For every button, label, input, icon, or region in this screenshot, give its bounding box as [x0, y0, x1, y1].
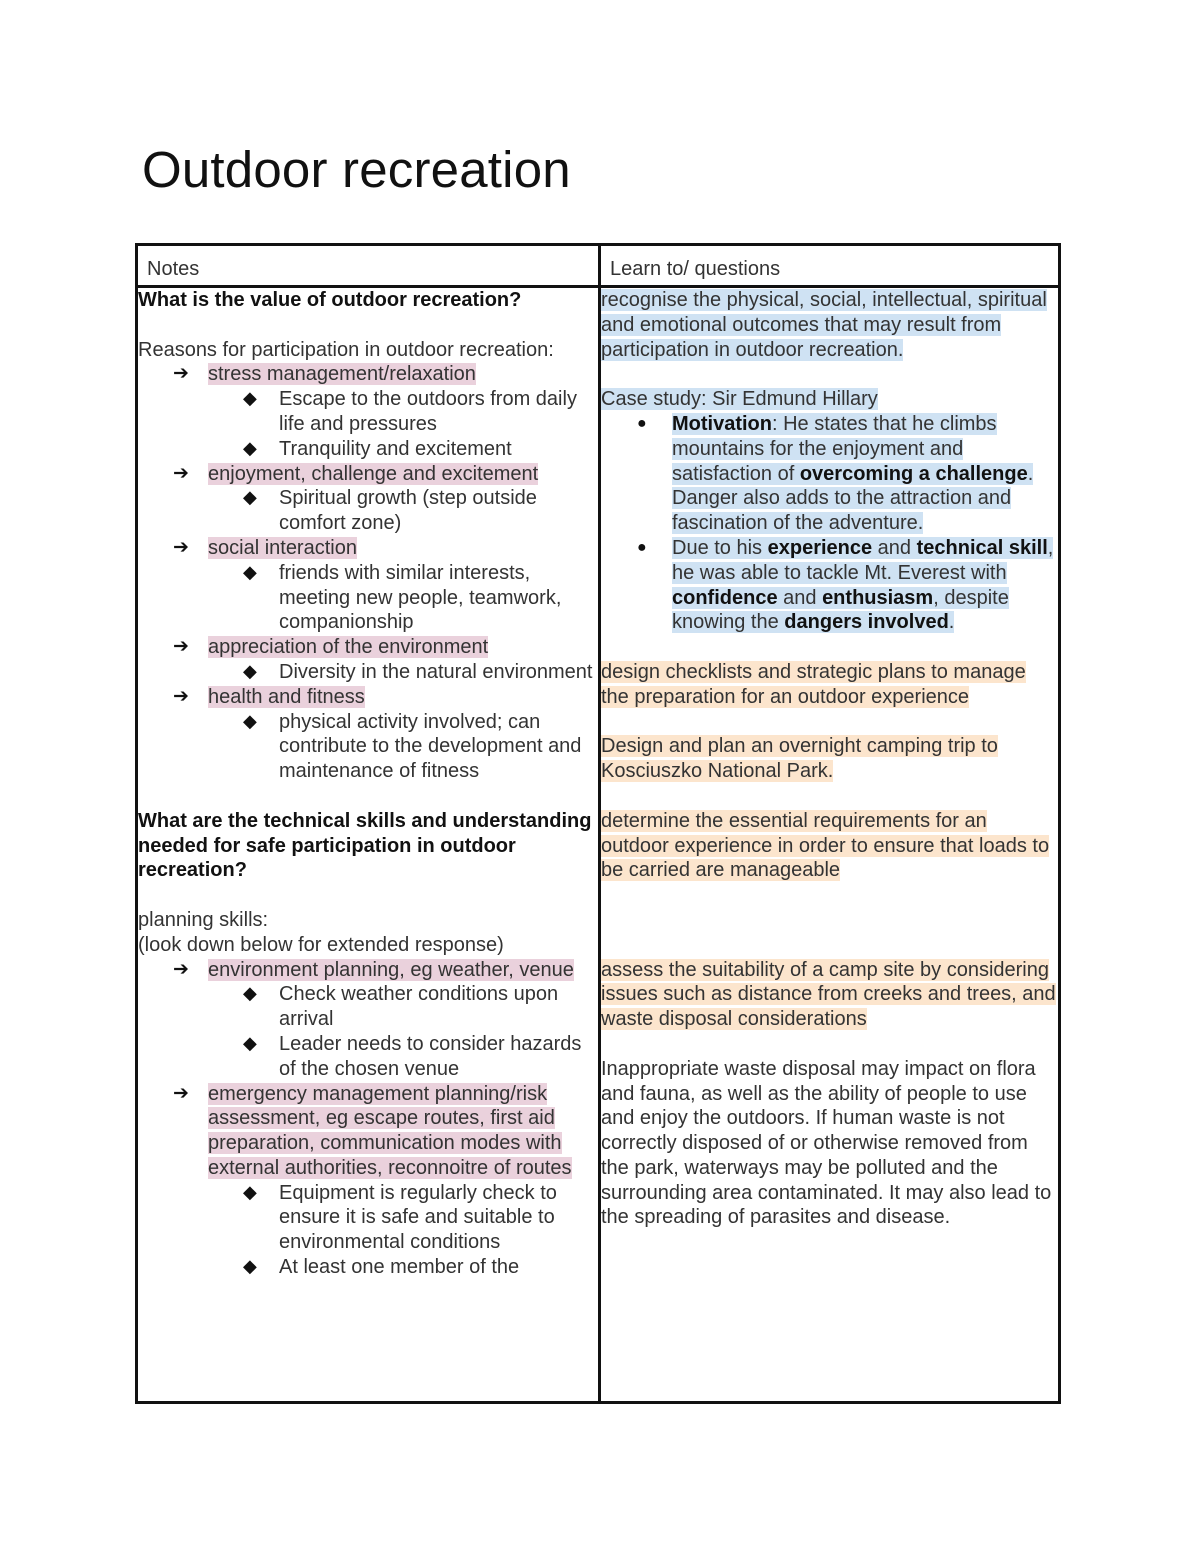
- list-item: [243, 982, 598, 1032]
- right-arrow-icon: ➔: [173, 536, 189, 558]
- bold-text: dangers involved: [784, 611, 949, 634]
- sub-item: Spiritual growth (step outside comfort zone): [279, 487, 537, 535]
- diamond-icon: ◆: [243, 660, 257, 681]
- list-item: [243, 1032, 598, 1082]
- sub-item: physical activity involved; can contribute to the development and maintenance of fitness: [279, 710, 582, 783]
- text-run: Due to his: [672, 536, 768, 559]
- bold-text: technical skill: [916, 536, 1048, 559]
- list-item: [243, 437, 598, 462]
- bold-text: Motivation: [672, 412, 772, 435]
- list-item: [173, 958, 598, 1082]
- sub-item: Check weather conditions upon arrival: [279, 983, 559, 1031]
- notes-column-header: Notes: [137, 245, 600, 287]
- right-arrow-icon: ➔: [173, 958, 189, 980]
- learn-to-column-header: Learn to/ questions: [600, 245, 1060, 287]
- bullet-dot-icon: ●: [637, 538, 647, 556]
- reason-label: stress management/relaxation: [208, 363, 476, 386]
- reason-label: enjoyment, challenge and excitement: [208, 462, 539, 485]
- list-item: [173, 462, 598, 536]
- requirements-text: determine the essential requirements for an outdoor experience in order to ensure that loads to be carried are manageable: [601, 809, 1050, 882]
- diamond-icon: ◆: [243, 1032, 257, 1053]
- right-arrow-icon: ➔: [173, 1082, 189, 1104]
- list-item: [243, 561, 598, 635]
- diamond-icon: ◆: [243, 710, 257, 731]
- sub-item: friends with similar interests, meeting new people, teamwork, companionship: [279, 561, 562, 634]
- right-arrow-icon: ➔: [173, 685, 189, 707]
- list-item: [173, 635, 598, 685]
- bullet-dot-icon: ●: [637, 414, 647, 432]
- sub-item: Diversity in the natural environment: [279, 660, 593, 683]
- list-item: [173, 362, 598, 461]
- planning-note: (look down below for extended response): [138, 933, 504, 956]
- text-run: , he was able to tackle Mt. Everest with: [672, 536, 1054, 584]
- waste-disposal-text: Inappropriate waste disposal may impact on flora and fauna, as well as the ability of people to use and enjoy the outdoors. If human waste is not correctly disposed of or otherwise removed from the park, waterways may be polluted and the surrounding area contaminated. It may also lead to the spreading of parasites and disease.: [601, 1057, 1052, 1229]
- list-item: [173, 1082, 598, 1280]
- campsite-text: assess the suitability of a camp site by considering issues such as distance from creeks and trees, and waste disposal considerations: [601, 958, 1056, 1031]
- right-arrow-icon: ➔: [173, 462, 189, 484]
- diamond-icon: ◆: [243, 388, 257, 409]
- question-value: What is the value of outdoor recreation?: [138, 289, 522, 311]
- reason-label: health and fitness: [208, 685, 365, 708]
- text-run: and: [872, 536, 917, 559]
- question-skills: What are the technical skills and understanding needed for safe participation in outdoor recreation?: [138, 809, 592, 882]
- list-item: [173, 685, 598, 784]
- learn-to-cell: [600, 287, 1060, 1403]
- list-item: [243, 1255, 598, 1280]
- text-run: : He states that he climbs mountains for the enjoyment and satisfaction of: [672, 412, 997, 485]
- table-header-row: [137, 245, 1060, 287]
- diamond-icon: ◆: [243, 561, 257, 582]
- checklists-text: design checklists and strategic plans to manage the preparation for an outdoor experience: [601, 660, 1026, 708]
- planning-label: emergency management planning/risk assessment, eg escape routes, first aid preparation, communication modes with external authorities, reconnoitre of routes: [208, 1082, 572, 1179]
- sub-item: At least one member of the: [279, 1256, 520, 1279]
- table-body-row: [137, 287, 1060, 1403]
- notes-table: [135, 243, 1061, 1404]
- camping-trip-text: Design and plan an overnight camping trip to Kosciuszko National Park.: [601, 735, 998, 783]
- notes-cell: [137, 287, 600, 1403]
- sub-item: Tranquility and excitement: [279, 437, 512, 460]
- sub-item: Escape to the outdoors from daily life and pressures: [279, 388, 577, 435]
- text-run: .: [948, 611, 955, 634]
- list-item: [173, 536, 598, 635]
- diamond-icon: ◆: [243, 487, 257, 508]
- reason-label: social interaction: [208, 536, 357, 559]
- list-item: [243, 660, 598, 685]
- diamond-icon: ◆: [243, 983, 257, 1004]
- bold-text: overcoming a challenge: [799, 462, 1028, 485]
- outcomes-text: recognise the physical, social, intellectual, spiritual and emotional outcomes that may result from participation in outdoor recreation.: [601, 289, 1047, 361]
- planning-intro: planning skills:: [138, 908, 269, 931]
- diamond-icon: ◆: [243, 1256, 257, 1277]
- list-item: [243, 710, 598, 784]
- list-item: [243, 1181, 598, 1255]
- text-run: . Danger also adds to the attraction and fascination of the adventure.: [672, 462, 1034, 535]
- right-arrow-icon: ➔: [173, 636, 189, 658]
- reasons-intro: Reasons for participation in outdoor recreation:: [138, 338, 554, 361]
- sub-item: Leader needs to consider hazards of the chosen venue: [279, 1032, 582, 1080]
- reason-label: appreciation of the environment: [208, 636, 489, 659]
- list-item: [637, 536, 1058, 635]
- case-study-list: [601, 412, 1058, 635]
- diamond-icon: ◆: [243, 437, 257, 458]
- bold-text: confidence: [672, 586, 778, 609]
- list-item: [243, 387, 598, 437]
- planning-list: [138, 958, 598, 1280]
- case-study-heading: Case study: Sir Edmund Hillary: [601, 388, 878, 411]
- list-item: [243, 486, 598, 536]
- planning-label: environment planning, eg weather, venue: [208, 958, 574, 981]
- page-title: Outdoor recreation: [142, 141, 571, 198]
- text-run: and: [777, 586, 823, 609]
- reasons-list: [138, 362, 598, 784]
- diamond-icon: ◆: [243, 1181, 257, 1202]
- bold-text: enthusiasm: [822, 586, 934, 609]
- text-run: , despite knowing the: [672, 586, 1009, 634]
- bold-text: experience: [767, 536, 873, 559]
- right-arrow-icon: ➔: [173, 363, 189, 385]
- sub-item: Equipment is regularly check to ensure it is safe and suitable to environmental conditions: [279, 1181, 557, 1254]
- list-item: [637, 412, 1058, 536]
